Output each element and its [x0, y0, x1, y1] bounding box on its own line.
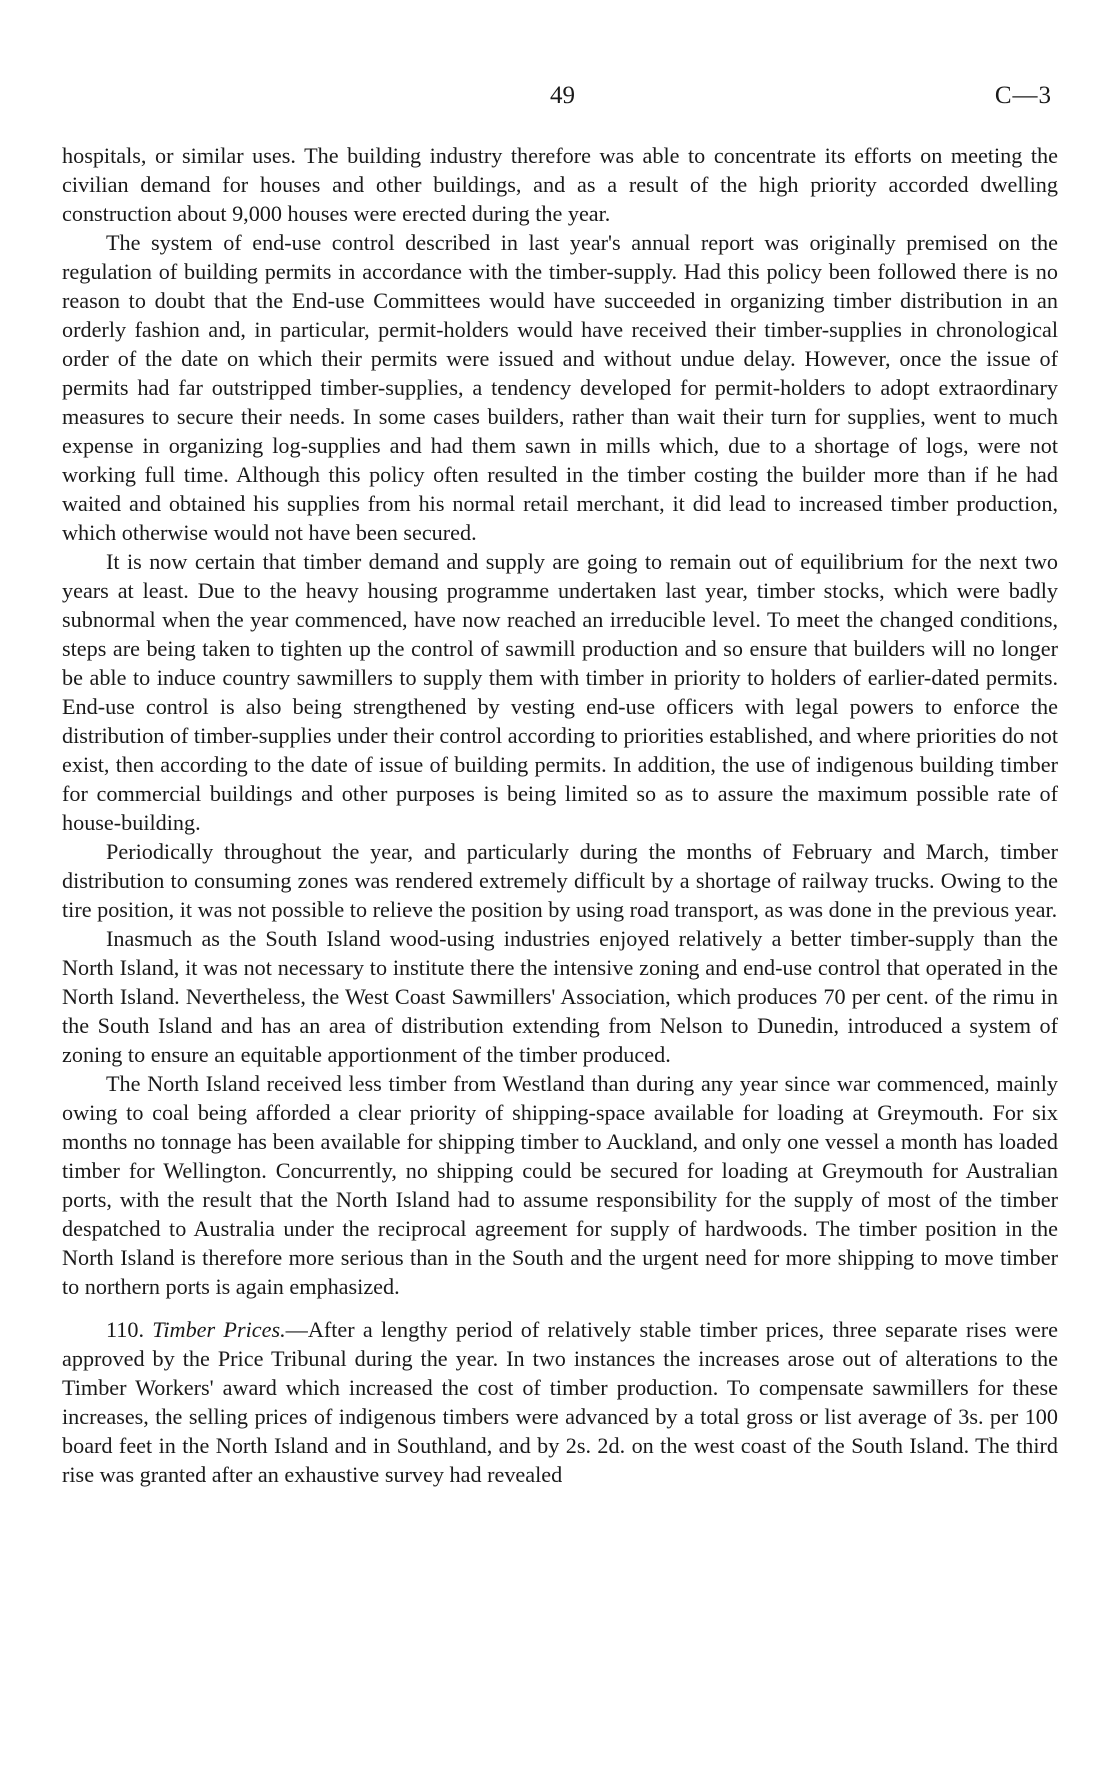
body-text [62, 141, 1058, 1489]
section-text: —After a lengthy period of relatively stable timber prices, three separate rises were approved by the Price Tribunal during the year. In two instances the increases arose out of alterations to the Timber Workers' award which increased the cost of timber production. To compensate sawmillers for these increases, the selling prices of indigenous timbers were advanced by a total gross or list average of 3s. per 100 board feet in the North Island and in Southland, and by 2s. 2d. on the west coast of the South Island. The third rise was granted after an exhaustive survey had revealed [62, 1317, 1059, 1487]
section-title: Timber Prices. [152, 1317, 286, 1342]
document-reference: C—3 [994, 82, 1052, 109]
paragraph-continued: hospitals, or similar uses. The building industry therefore was able to concentrate its efforts on meeting the civilian demand for houses and other buildings, and as a result of the high priority accorded dwelling construction about 9,000 houses were erected during the year. [62, 143, 1058, 226]
section-paragraph-110 [62, 1315, 1058, 1489]
paragraph: It is now certain that timber demand and supply are going to remain out of equilibrium for the next two years at least. Due to the heavy housing programme undertaken last year, timber stocks, which were badly subnormal when the year commenced, have now reached an irreducible level. To meet the changed conditions, steps are being taken to tighten up the control of sawmill production and so ensure that builders will no longer be able to induce country sawmillers to supply them with timber in priority to holders of earlier-dated permits. End-use control is also being strengthened by vesting end-use officers with legal powers to enforce the distribution of timber-supplies under their control according to priorities established, and where priorities do not exist, then according to the date of issue of building permits. In addition, the use of indigenous building timber for commercial buildings and other purposes is being limited so as to assure the maximum possible rate of house-building. [62, 549, 1058, 835]
paragraph: Inasmuch as the South Island wood-using industries enjoyed relatively a better timber-supply than the North Island, it was not necessary to institute there the intensive zoning and end-use control that operated in the North Island. Nevertheless, the West Coast Sawmillers' Association, which produces 70 per cent. of the rimu in the South Island and has an area of distribution extending from Nelson to Dunedin, introduced a system of zoning to ensure an equitable apportionment of the timber produced. [62, 926, 1058, 1067]
paragraph: The system of end-use control described in last year's annual report was originally premised on the regulation of building permits in accordance with the timber-supply. Had this policy been followed there is no reason to doubt that the End-use Committees would have succeeded in organizing timber distribution in an orderly fashion and, in particular, permit-holders would have received their timber-supplies in chronological order of the date on which their permits were issued and without undue delay. However, once the issue of permits had far outstripped timber-supplies, a tendency developed for permit-holders to adopt extraordinary measures to secure their needs. In some cases builders, rather than wait their turn for supplies, went to much expense in organizing log-supplies and had them sawn in mills which, due to a shortage of logs, were not working full time. Although this policy often resulted in the timber costing the builder more than if he had waited and obtained his supplies from his normal retail merchant, it did lead to increased timber production, which otherwise would not have been secured. [62, 230, 1058, 545]
paragraph: The North Island received less timber from Westland than during any year since war commenced, mainly owing to coal being afforded a clear priority of shipping-space available for loading at Greymouth. For six months no tonnage has been available for shipping timber to Auckland, and only one vessel a month has loaded timber for Wellington. Concurrently, no shipping could be secured for loading at Greymouth for Australian ports, with the result that the North Island had to assume responsibility for the supply of most of the timber despatched to Australia under the reciprocal agreement for supply of hardwoods. The timber position in the North Island is therefore more serious than in the South and the urgent need for more shipping to move timber to northern ports is again emphasized. [62, 1071, 1058, 1299]
paragraph: Periodically throughout the year, and particularly during the months of February and March, timber distribution to consuming zones was rendered extremely difficult by a shortage of railway trucks. Owing to the tire position, it was not possible to relieve the position by using road transport, as was done in the previous year. [62, 839, 1058, 922]
page-number: 49 [550, 82, 575, 109]
section-number: 110. [106, 1317, 145, 1342]
page-header [0, 82, 1114, 122]
